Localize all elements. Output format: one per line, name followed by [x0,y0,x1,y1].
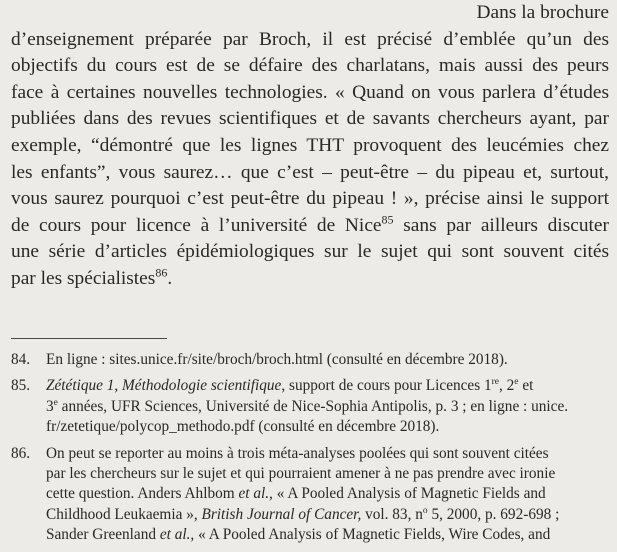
text-line: les enfants”, vous saurez… que c’est – peut-être – du pipeau et, surtout, [11,161,609,183]
footnote-line [46,525,611,545]
text-segment: sans par ailleurs discuter [393,214,609,236]
text-segment: « A Pooled Analysis of Magnetic Fields, Wire Codes, and [194,526,551,544]
text-segment: Sander Greenland [46,526,160,544]
text-line: objectifs du cours est de se défaire des charlatans, mais aussi des peurs [11,55,609,77]
main-paragraph [11,0,609,293]
text-segment: Childhood Leukaemia », [46,505,202,523]
footnote-line [46,397,611,417]
footnote-85 [11,376,611,437]
text-line [11,266,609,293]
superscript: re [491,377,499,388]
footnote-line: fr/zetetique/polycop_methodo.pdf (consulté en décembre 2018). [46,418,440,436]
footnote-number: 86. [11,444,31,462]
text-segment: cette question. Anders Ahlbom [46,485,239,503]
text-segment: . [167,267,173,289]
footnote-number: 84. [11,351,31,368]
footnote-line: En ligne : sites.unice.fr/site/broch/broch.html (consulté en décembre 2018). [46,351,508,368]
text-line: face à certaines nouvelles technologies. « Quand on vous parlera d’études [11,81,609,103]
text-segment: de cours pour licence à l’université de Nice [11,214,382,236]
footnote-line: On peut se reporter au moins à trois méta-analyses poolées qui sont souvent citées [46,444,549,462]
footnote-ref-85[interactable]: 85 [381,212,394,227]
superscript: e [514,377,519,388]
text-segment: vol. 83, n [361,505,423,523]
text-line: publiées dans des revues scientifiques et de savants chercheurs ayant, par [11,108,609,130]
text-line [11,213,609,240]
text-line: exemple, “démontré que les lignes THT provoquent des leucémies chez [11,134,609,156]
text-segment: et [518,377,534,395]
superscript: o [422,505,428,516]
footnote-line [46,484,611,504]
footnote-line: par les chercheurs sur le sujet et qui pourraient amener à ne pas prendre avec ironie [46,465,556,483]
footnote-86 [11,444,611,546]
text-segment: , 2 [499,377,515,395]
text-segment: 3 [46,397,54,415]
footnote-ref-86[interactable]: 86 [155,265,168,280]
text-segment: et al., [238,485,273,503]
footnote-line [46,376,611,396]
superscript: e [53,397,58,408]
footnote-84 [11,350,611,370]
text-segment: et al., [159,526,195,544]
text-segment: par les spécialistes [11,267,156,289]
text-line: vous saurez pourquoi c’est peut-être du pipeau ! », précise ainsi le support [11,188,609,210]
journal-title: British Journal of Cancer, [201,505,362,523]
text-line: une série d’articles épidémiologiques sur le sujet qui sont souvent cités [11,241,609,263]
text-line: Dans la brochure [476,2,609,23]
text-segment: années, UFR Sciences, Université de Nice-Sophia Antipolis, p. 3 ; en ligne : unice. [57,397,569,415]
footnote-line [46,505,611,525]
footnote-number: 85. [11,377,31,395]
text-segment: « A Pooled Analysis of Magnetic Fields and [272,485,546,503]
footnote-separator [11,338,167,339]
text-segment: , support de cours pour Licences 1 [281,377,492,395]
text-line: d’enseignement préparée par Broch, il est précisé d’emblée qu’un des [11,28,609,50]
footnotes [11,350,611,552]
source-title: Zététique 1, Méthodologie scientifique [46,377,282,395]
text-segment: 5, 2000, p. 692-698 ; [427,505,560,523]
